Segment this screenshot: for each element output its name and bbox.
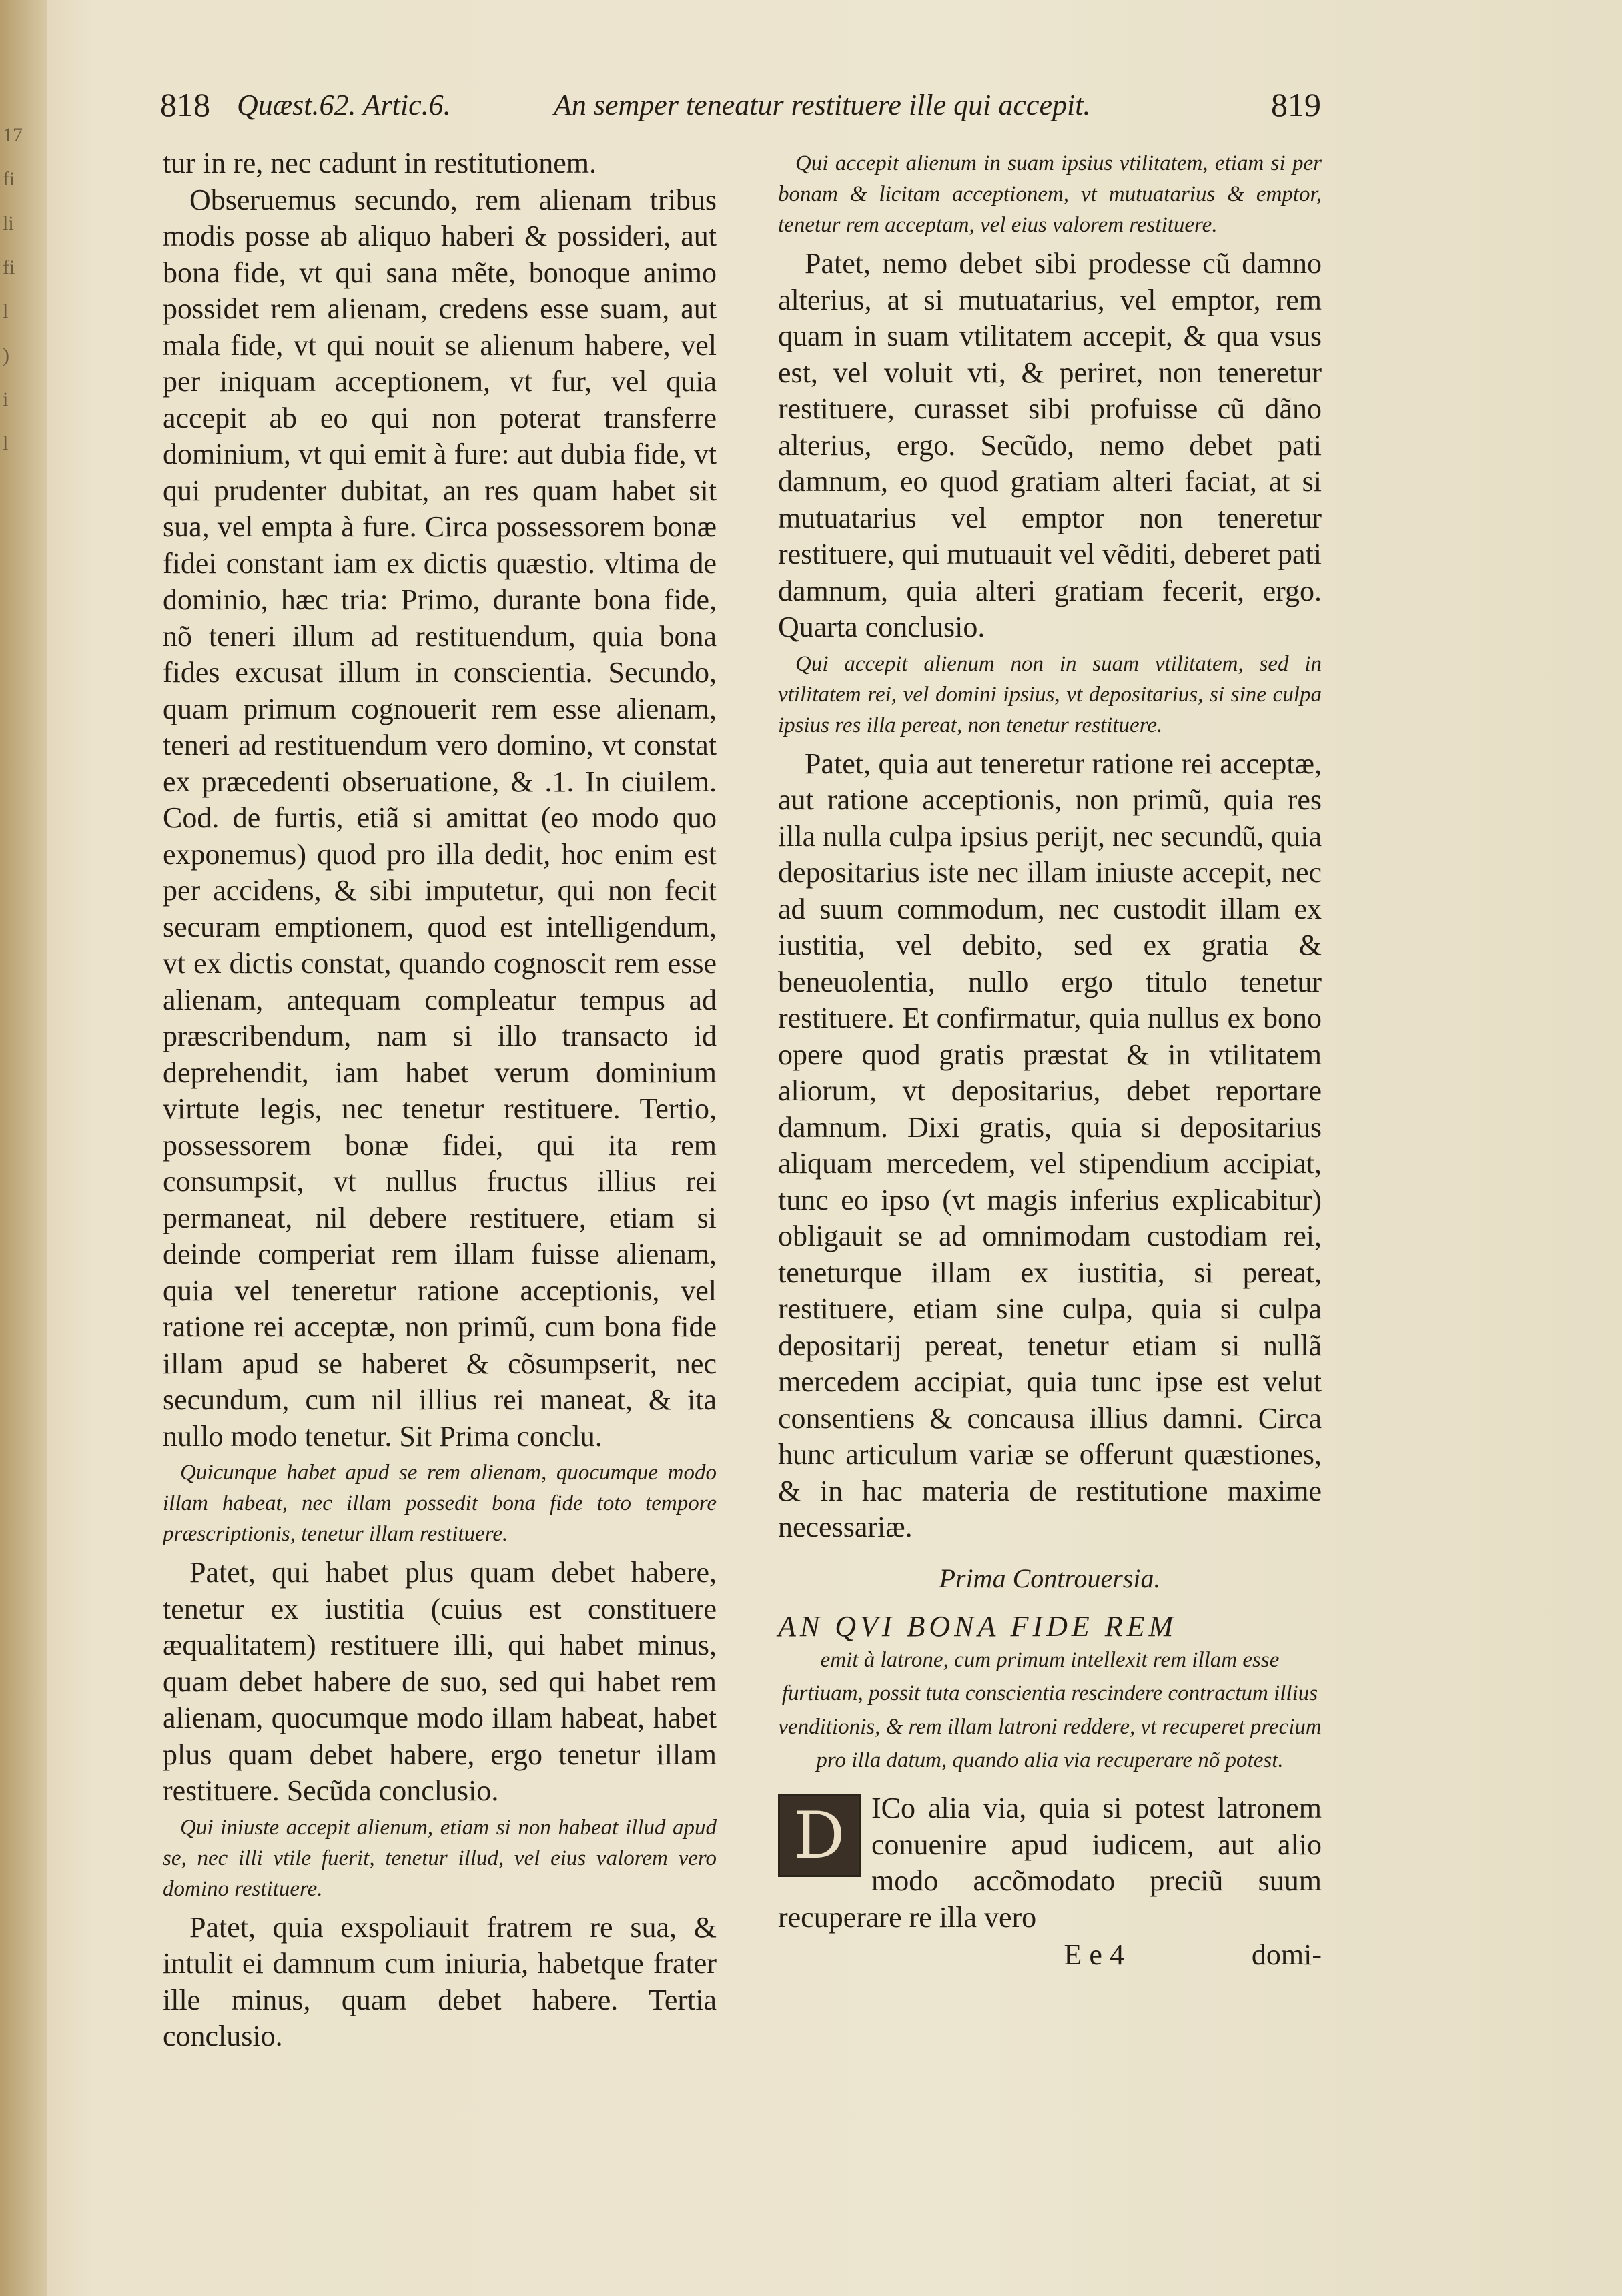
signature-mark: E e 4 — [1064, 1938, 1124, 1971]
controversy-heading: Prima Controuersia. — [939, 1563, 1161, 1593]
paragraph: Patet, quia exspoliauit fratrem re sua, & intulit ei damnum cum iniuria, habetque frater ille minus, quam debet habere. Tertia conclusio. — [163, 1910, 717, 2052]
gutter-mark: fi — [3, 256, 15, 278]
controversy-question — [778, 1610, 1322, 1777]
page-number-left: 818 — [160, 86, 210, 123]
running-header — [160, 85, 1321, 132]
gutter-mark: li — [3, 212, 14, 234]
paragraph: Obseruemus secundo, rem alienam tribus modis posse ab aliquo haberi & possideri, aut bona fide, vt qui sana mẽte, bonoque animo possidet rem alienam, credens esse suam, aut mala fide, vt qui nouit se alienum habere, vel per iniquam acceptionem, vt fur, vel quia accepit ab eo qui non poterat transferre dominium, vt qui emit à fure: aut dubia fide, vt qui prudenter dubitat, an res quam habet sit sua, vel empta à fure. Circa possessorem bonæ fidei constant iam ex dictis quæstio. vltima de dominio, hæc tria: Primo, durante bona fide, nõ teneri illum ad restituendum, quia bona fides excusat illum in conscientia. Secundo, quam primum cognouerit rem esse alienam, teneri ad restituendum vero domino, vt constat ex præcedenti obseruatione, & .1. In ciuilem. Cod. de furtis, etiã si amittat (eo modo quo exponemus) quod pro illa dedit, hoc enim est per accidens, & sibi imputetur, qui non fecit securam emptionem, quod est intelligendum, vt ex dictis constat, quando cognoscit rem esse alienam, antequam compleatur tempus ad præscribendum, nam si illo transacto id deprehendit, iam habet verum dominium virtute legis, nec tenetur restituere. Tertio, possessorem bonæ fidei, qui ita rem consumpsit, vt nullus fructus illius rei permaneat, nil debere restituere, etiam si deinde comperiat rem illam fuisse alienam, quia vel teneretur ratione acceptionis, vel ratione rei acceptæ, non primũ, cum bona fide illam apud se haberet & cõsumpserit, nec secundum, cum nil illius rei maneat, & ita nullo modo tenetur. Sit Prima conclu. — [163, 183, 717, 1453]
catchword: domi- — [1251, 1938, 1322, 1971]
page-number-right: 819 — [1271, 86, 1321, 123]
running-head-right: An semper teneatur restituere ille qui accepit. — [554, 89, 1091, 121]
gutter-mark: 17 — [3, 124, 23, 146]
gutter-mark: fi — [3, 168, 15, 190]
left-column — [163, 145, 717, 2055]
question-caps: AN QVI BONA FIDE REM — [778, 1610, 1178, 1643]
gutter-mark: l — [3, 300, 9, 322]
controversy-body-text: ICo alia via, quia si potest latronem conuenire apud iudicem, aut alio modo accõmodato preciũ suum recuperare re illa vero — [778, 1792, 1322, 1934]
gutter-mark: ) — [3, 344, 9, 366]
running-head-left: Quæst.62. Artic.6. — [237, 89, 451, 121]
page-footer — [778, 1937, 1322, 1974]
conclusion: Qui accepit alienum non in suam vtilitatem, sed in vtilitatem rei, vel domini ipsius, vt depositarius, si sine culpa ipsius res illa pereat, non tenetur restituere. — [778, 651, 1322, 737]
right-column — [778, 145, 1322, 1974]
controversy-body — [778, 1790, 1322, 1936]
gutter-mark: l — [3, 432, 9, 454]
paragraph: Patet, nemo debet sibi prodesse cũ damno alterius, at si mutuatarius, vel emptor, rem quam in suam vtilitatem accepit, & qua vsus est, vel voluit vti, & periret, non teneretur restituere, curasset sibi profuisse cũ dãno alterius, ergo. Secũdo, nemo debet pati damnum, eo quod gratiam alteri faciat, at si mutuatarius vel emptor non teneretur restituere, qui mutuauit vel vẽditi, deberet pati damnum, quia alteri gratiam fecerit, ergo. Quarta conclusio. — [778, 247, 1322, 643]
paragraph: tur in re, nec cadunt in restitutionem. — [163, 147, 597, 179]
gutter-marks — [3, 113, 27, 466]
decorated-initial: D — [778, 1794, 861, 1877]
paragraph: Patet, quia aut teneretur ratione rei acceptæ, aut ratione acceptionis, non primũ, quia res illa nulla culpa ipsius perijt, nec secundũ, quia depositarius iste nec illam iniuste accepit, nec ad suum commodum, nec custodit illam ex iustitia, vel debito, sed ex gratia & beneuolentia, nullo ergo titulo tenetur restituere. Et confirmatur, quia nullus ex bono opere quod gratis præstat & in vtilitatem aliorum, vt depositarius, debet reportare damnum. Dixi gratis, quia si depositarius aliquam mercedem, vel stipendium accipiat, tunc eo ipso (vt magis inferius explicabitur) obligauit se ad omnimodam custodiam rei, teneturque illam ex iustitia, si pereat, restituere, etiam sine culpa, quia si culpa depositarij pereat, tenetur etiam si nullã mercedem accipiat, quia tunc ipse est velut consentiens & concausa illius damni. Circa hunc articulum variæ se offerunt quæstiones, & in hac materia de restitutione maxime necessariæ. — [778, 747, 1322, 1543]
gutter-mark: i — [3, 388, 9, 410]
question-text: emit à latrone, cum primum intellexit rem illam esse furtiuam, possit tuta conscientia rescindere contractum illius venditionis, & rem illam latroni reddere, vt recuperet precium pro illa datum, quando alia via recuperare nõ potest. — [778, 1648, 1322, 1772]
conclusion: Qui iniuste accepit alienum, etiam si non habeat illud apud se, nec illi vtile fuerit, tenetur illud, vel eius valorem vero domino restituere. — [163, 1815, 717, 1901]
paragraph: Patet, qui habet plus quam debet habere, tenetur ex iustitia (cuius est constituere æqualitatem) restituere illi, qui habet minus, quam debet habere de suo, sed qui habet rem alienam, quocumque modo illam habeat, habet plus quam debet habere, ergo tenetur illam restituere. Secũda conclusio. — [163, 1556, 717, 1807]
conclusion: Qui accepit alienum in suam ipsius vtilitatem, etiam si per bonam & licitam acceptionem, vt mutuatarius & emptor, tenetur rem acceptam, vel eius valorem restituere. — [778, 151, 1322, 237]
conclusion: Quicunque habet apud se rem alienam, quocumque modo illam habeat, nec illam possedit bona fide toto tempore præscriptionis, tenetur illam restituere. — [163, 1461, 717, 1546]
